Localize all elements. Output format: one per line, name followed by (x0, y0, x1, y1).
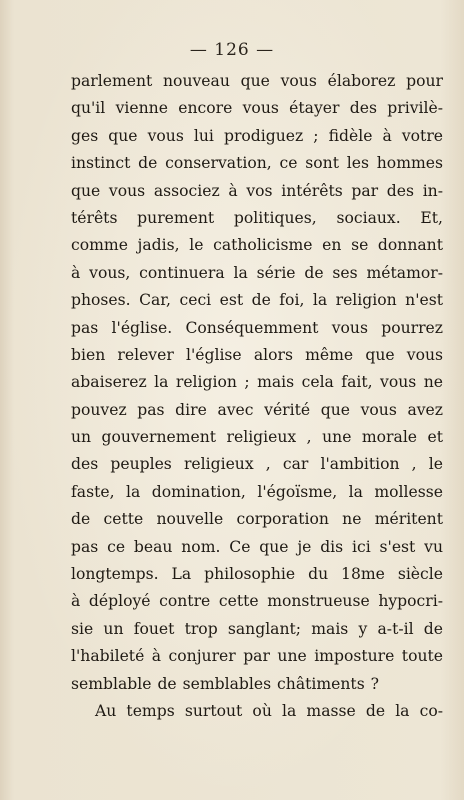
text-line: bien relever l'église alors même que vous (71, 345, 443, 364)
text-line: comme jadis, le catholicisme en se donnant (71, 236, 443, 255)
text-line: que vous associez à vos intérêts par des in- (71, 181, 443, 200)
text-line: pouvez pas dire avec vérité que vous avez (71, 400, 443, 419)
text-line: de cette nouvelle corporation ne méritent (71, 510, 443, 529)
text-line: instinct de conservation, ce sont les hommes (71, 154, 443, 173)
text-line: parlement nouveau que vous élaborez pour (71, 72, 443, 90)
text-line: pas l'église. Conséquemment vous pourrez (71, 318, 443, 337)
page-number: — 126 — (189, 40, 275, 60)
text-line: longtemps. La philosophie du 18me siècle (71, 565, 443, 584)
text-line: l'habileté à conjurer par une imposture toute (71, 647, 443, 666)
text-line: un gouvernement religieux , une morale et (71, 428, 443, 447)
text-line: pas ce beau nom. Ce que je dis ici s'est vu (71, 537, 443, 556)
text-line: à déployé contre cette monstrueuse hypocri- (71, 592, 443, 611)
text-line: térêts purement politiques, sociaux. Et, (71, 208, 443, 227)
text-line: faste, la domination, l'égoïsme, la mollesse (71, 482, 443, 501)
text-line: qu'il vienne encore vous étayer des privilè- (71, 99, 443, 118)
text-line: abaiserez la religion ; mais cela fait, vous ne (71, 373, 443, 392)
text-line: à vous, continuera la série de ses métamor- (71, 263, 443, 282)
text-line: des peuples religieux , car l'ambition , le (71, 455, 443, 474)
text-line: semblable de semblables châtiments ? (71, 674, 380, 693)
text-line: sie un fouet trop sanglant; mais y a-t-il de (71, 619, 443, 638)
text-line: Au temps surtout où la masse de la co- (95, 701, 443, 720)
text-line: phoses. Car, ceci est de foi, la religion n'est (71, 291, 443, 310)
text-line: ges que vous lui prodiguez ; fidèle à votre (71, 126, 443, 145)
body-text (71, 68, 443, 725)
